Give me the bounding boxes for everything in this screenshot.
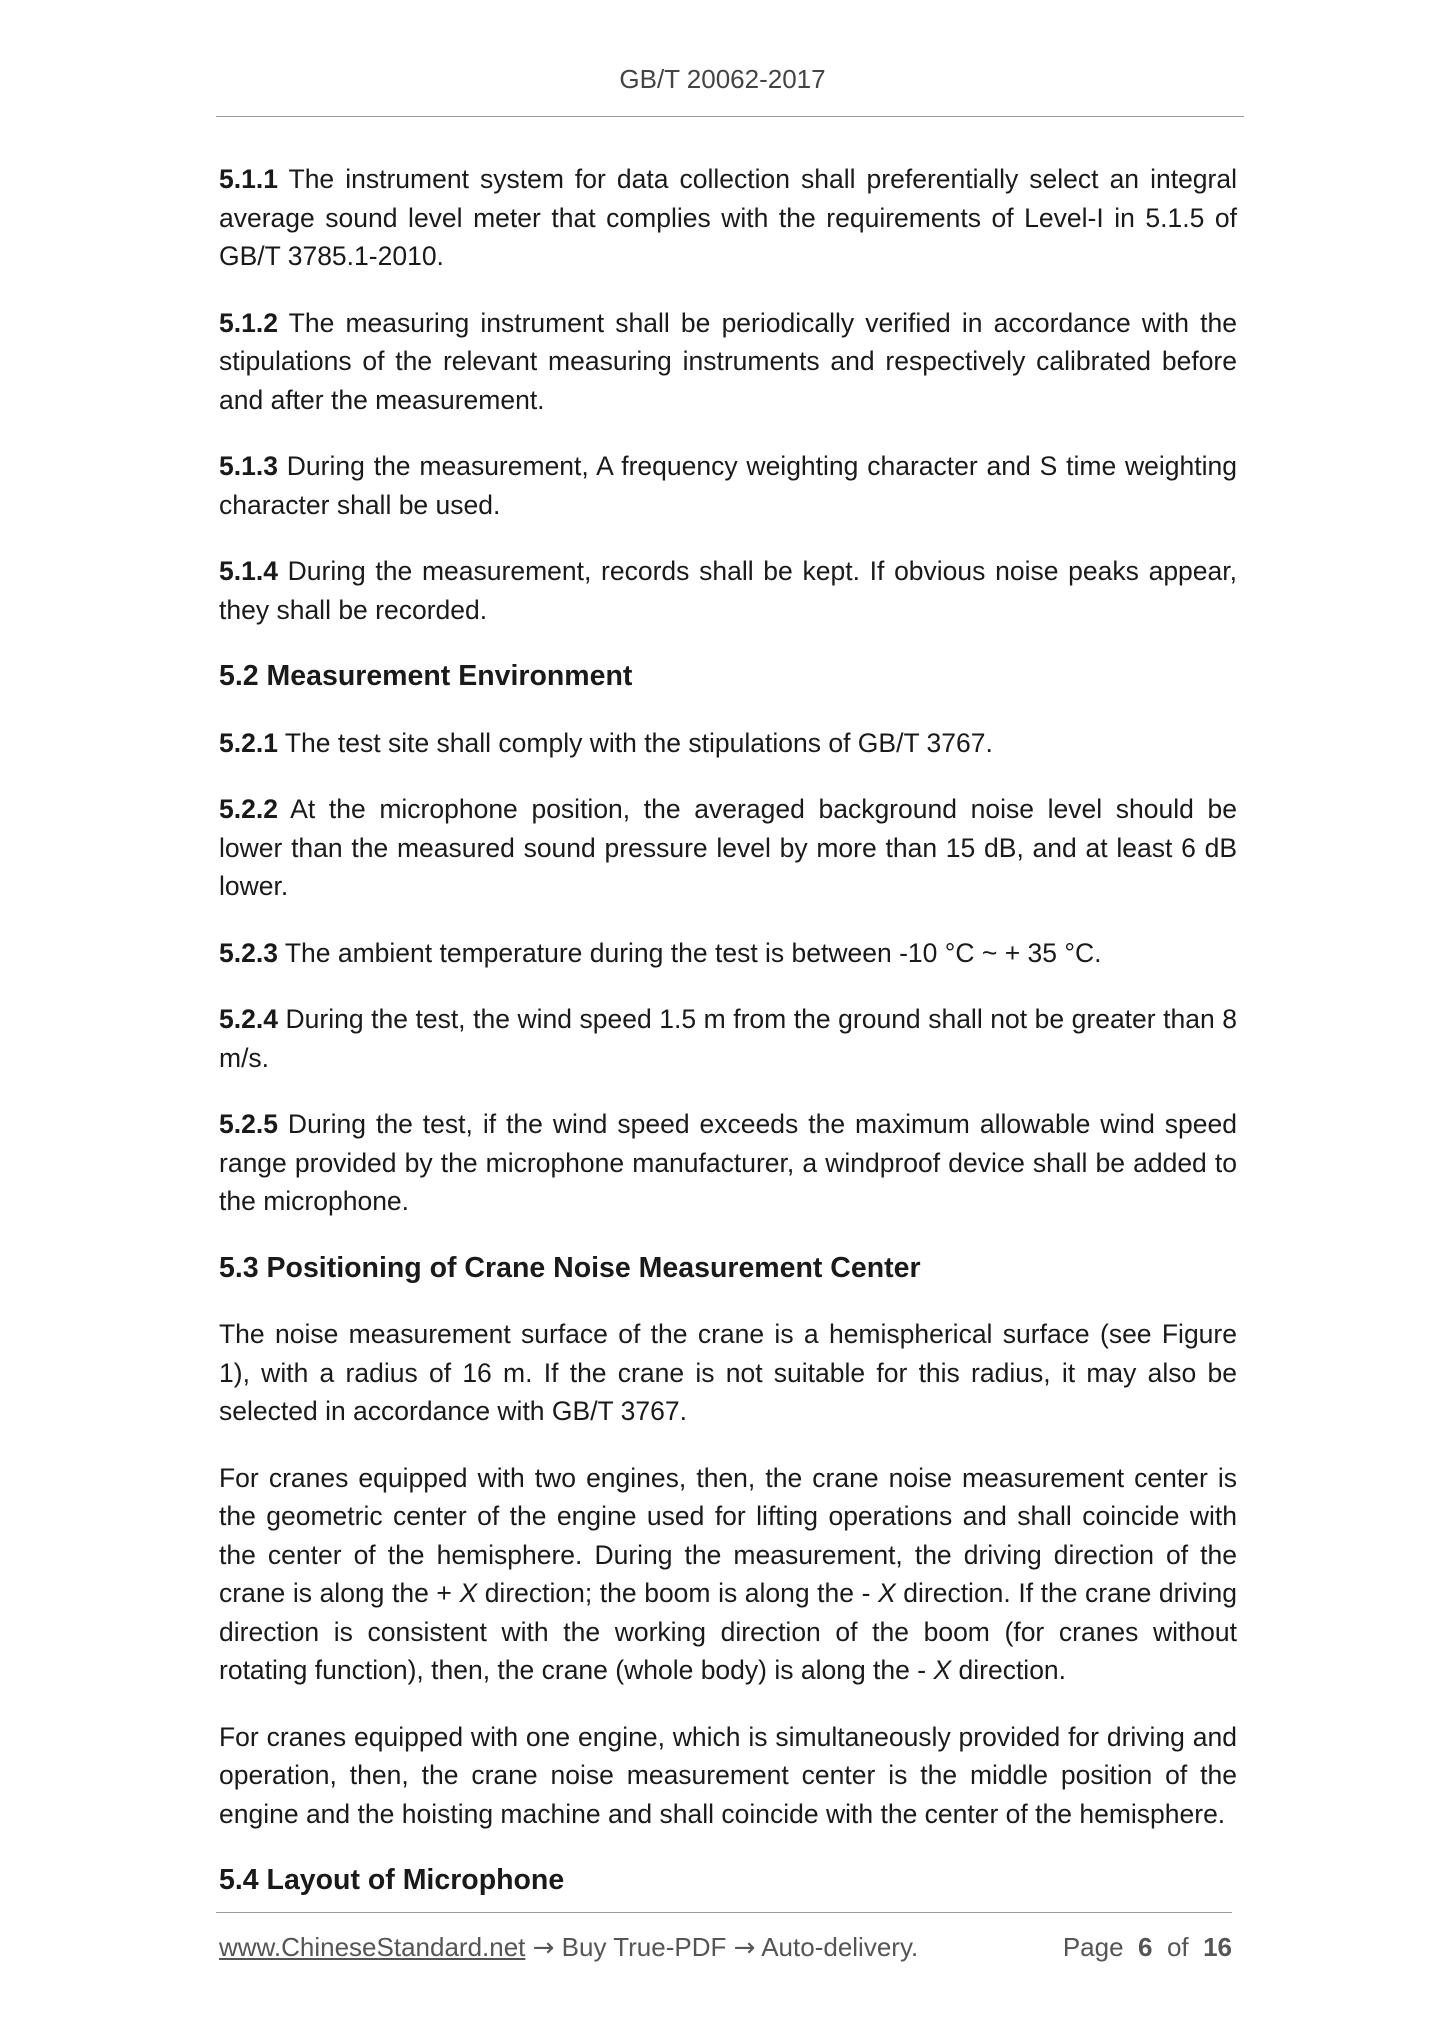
clause-number: 5.1.3 bbox=[219, 451, 278, 481]
clause-number: 5.2.1 bbox=[219, 727, 278, 758]
axis-x: X bbox=[933, 1655, 952, 1685]
clause-text: During the test, if the wind speed exceeds the maximum allowable wind speed range provided by the microphone manufacturer, a windproof device shall be added to the microphone. bbox=[219, 1109, 1237, 1216]
clause-text: During the measurement, A frequency weighting character and S time weighting character shall be used. bbox=[219, 451, 1237, 520]
page-header bbox=[0, 64, 1445, 95]
clause-number: 5.2.4 bbox=[219, 1004, 278, 1034]
clause-number: 5.2.3 bbox=[219, 937, 278, 968]
website-link[interactable]: www.ChineseStandard.net bbox=[219, 1932, 526, 1962]
clause-text: At the microphone position, the averaged background noise level should be lower than the measured sound pressure level by more than 15 dB, and at least 6 dB lower. bbox=[219, 794, 1237, 901]
header-divider bbox=[216, 116, 1244, 117]
section-heading-5-3: 5.3 Positioning of Crane Noise Measurement Center bbox=[219, 1251, 921, 1284]
section-heading-5-2: 5.2 Measurement Environment bbox=[219, 660, 633, 692]
clause-number: 5.2.2 bbox=[219, 794, 278, 824]
total-pages: 16 bbox=[1203, 1932, 1232, 1962]
buy-text: Buy True-PDF bbox=[561, 1932, 727, 1962]
clause-text: The instrument system for data collection shall preferentially select an integral average sound level meter that complies with the requirements of Level-I in 5.1.5 of GB/T 3785.1-2010. bbox=[219, 164, 1237, 271]
clause-text: The ambient temperature during the test is between -10 °C ~ + 35 °C. bbox=[277, 937, 1102, 968]
clause-number: 5.1.1 bbox=[219, 164, 278, 194]
paragraph-one-engine: For cranes equipped with one engine, which is simultaneously provided for driving and operation, then, the crane noise measurement center is the middle position of the engine and the hoisting machine and shall coincide with the center of the hemisphere. bbox=[219, 1721, 1237, 1829]
document-code: GB/T 20062-2017 bbox=[619, 64, 826, 94]
clause-5-2-2 bbox=[219, 790, 1237, 906]
clause-text: The test site shall comply with the stipulations of GB/T 3767. bbox=[277, 727, 993, 758]
page-indicator: Page 6 of 16 bbox=[1062, 1932, 1232, 1962]
paragraph-measurement-surface: The noise measurement surface of the crane is a hemispherical surface (see Figure 1), with a radius of 16 m. If the crane is not suitable for this radius, it may also be selected in accordance with GB/T 3767. bbox=[219, 1319, 1237, 1426]
paragraph-two-engines: For cranes equipped with two engines, then, the crane noise measurement center is the geometric center of the engine used for lifting operations and shall coincide with the center of the hemisphere. During the measurement, the driving direction of the crane is along the + X direction; the boom is along the - X direction. If the crane driving direction is consistent with the working direction of the boom (for cranes without rotating function), then, the crane (whole body) is along the - X direction. bbox=[219, 1462, 1237, 1685]
clause-5-2-4 bbox=[219, 1000, 1237, 1077]
clause-5-2-5 bbox=[219, 1105, 1237, 1221]
clause-number: 5.1.4 bbox=[219, 556, 278, 586]
document-body bbox=[219, 160, 1237, 1928]
axis-x: X bbox=[459, 1578, 478, 1608]
delivery-text: Auto-delivery. bbox=[761, 1932, 919, 1962]
clause-5-2-3 bbox=[219, 934, 1237, 973]
clause-text: During the measurement, records shall be kept. If obvious noise peaks appear, they shall be recorded. bbox=[219, 556, 1237, 625]
clause-text: During the test, the wind speed 1.5 m from the ground shall not be greater than 8 m/s. bbox=[219, 1004, 1237, 1073]
clause-5-1-3 bbox=[219, 447, 1237, 524]
arrow-right-icon: → bbox=[733, 1933, 756, 1963]
clause-number: 5.1.2 bbox=[219, 307, 278, 338]
current-page: 6 bbox=[1138, 1932, 1153, 1962]
footer-promo bbox=[219, 1932, 918, 1963]
clause-5-2-1 bbox=[219, 724, 1237, 763]
clause-number: 5.2.5 bbox=[219, 1109, 278, 1139]
clause-5-1-1 bbox=[219, 160, 1237, 276]
clause-5-1-4 bbox=[219, 552, 1237, 629]
clause-5-1-2 bbox=[219, 304, 1237, 420]
section-heading-5-4: 5.4 Layout of Microphone bbox=[219, 1864, 565, 1896]
arrow-right-icon: → bbox=[532, 1933, 555, 1963]
footer-divider bbox=[216, 1912, 1232, 1913]
axis-x: X bbox=[878, 1578, 896, 1608]
clause-text: The measuring instrument shall be periodically verified in accordance with the stipulations of the relevant measuring instruments and respectively calibrated before and after the measurement. bbox=[219, 307, 1237, 415]
